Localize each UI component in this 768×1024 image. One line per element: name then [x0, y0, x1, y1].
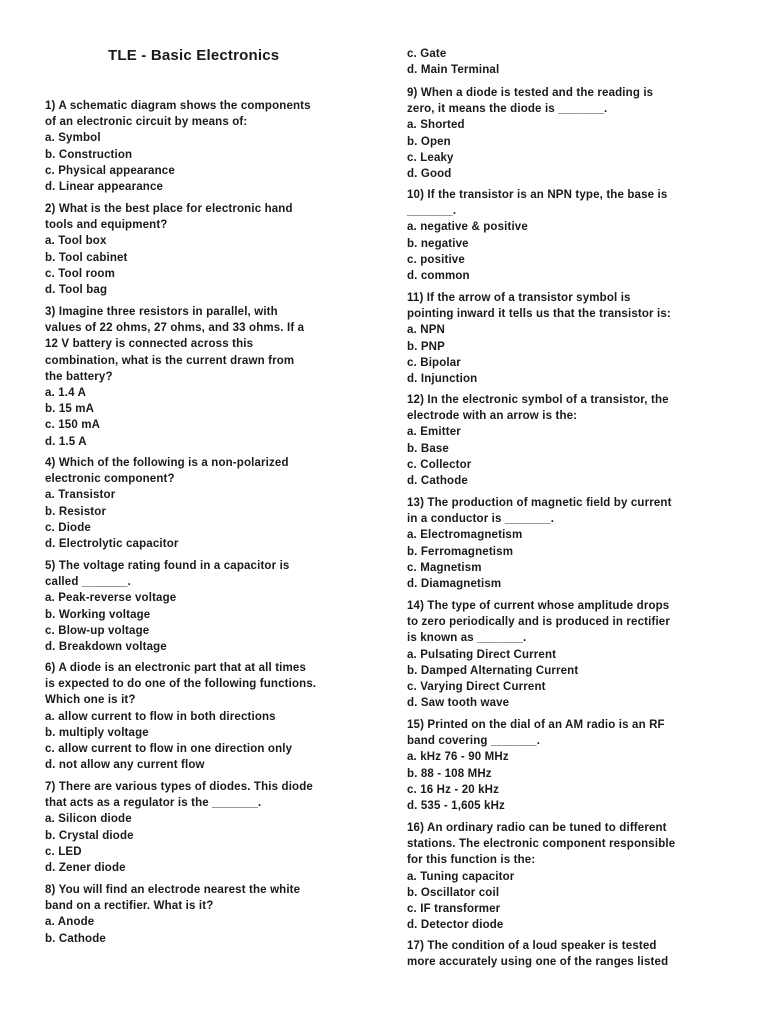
answer-option: c. Gate [407, 48, 447, 60]
question-block [407, 495, 727, 592]
question-text: 10) If the transistor is an NPN type, the base is [407, 189, 668, 201]
answer-option: b. Ferromagnetism [407, 545, 514, 558]
answer-option: a. Symbol [45, 132, 101, 145]
answer-option: c. Varying Direct Current [407, 681, 546, 694]
answer-option: d. not allow any current flow [45, 759, 205, 772]
answer-option: b. Cathode [45, 932, 106, 945]
answer-option: d. Tool bag [45, 284, 108, 297]
question-text: 9) When a diode is tested and the reading is [407, 87, 654, 99]
question-text: combination, what is the current drawn from [45, 354, 295, 367]
answer-option: a. allow current to flow in both directions [45, 710, 276, 723]
question-text: 14) The type of current whose amplitude drops [407, 600, 670, 612]
answer-option: b. Resistor [45, 505, 107, 518]
answer-option: a. 1.4 A [45, 387, 87, 400]
answer-option: c. 16 Hz - 20 kHz [407, 783, 500, 796]
answer-option: c. Bipolar [407, 356, 461, 369]
question-block [407, 598, 727, 711]
question-text: 8) You will find an electrode nearest the white [45, 884, 301, 896]
question-text: 12) In the electronic symbol of a transistor, the [407, 394, 669, 406]
question-text: 16) An ordinary radio can be tuned to different [407, 822, 667, 834]
question-text: 3) Imagine three resistors in parallel, with [45, 306, 278, 318]
question-block [45, 98, 365, 195]
question-text: electrode with an arrow is the: [407, 410, 578, 423]
question-text: that acts as a regulator is the _______. [45, 797, 262, 810]
answer-option: a. Shorted [407, 119, 465, 132]
question-block [45, 201, 365, 298]
answer-option: d. Zener diode [45, 862, 126, 875]
question-block [407, 85, 727, 182]
answer-option: a. Emitter [407, 426, 461, 439]
answer-option: d. Main Terminal [407, 64, 500, 77]
question-text: 5) The voltage rating found in a capacitor is [45, 560, 290, 572]
answer-option: b. 15 mA [45, 403, 95, 416]
answer-option: d. Breakdown voltage [45, 641, 167, 654]
answer-option: c. Collector [407, 458, 472, 471]
question-text: values of 22 ohms, 27 ohms, and 33 ohms. If a [45, 322, 305, 335]
answer-option: d. Electrolytic capacitor [45, 538, 179, 551]
answer-option: a. Transistor [45, 489, 116, 502]
question-text: zero, it means the diode is _______. [407, 103, 608, 116]
answer-option: a. Pulsating Direct Current [407, 648, 557, 661]
answer-option: d. Good [407, 168, 452, 181]
question-text: 13) The production of magnetic field by current [407, 497, 672, 509]
question-text: tools and equipment? [45, 219, 168, 232]
question-block [45, 558, 365, 655]
answer-option: c. Tool room [45, 267, 115, 280]
answer-option: a. NPN [407, 324, 445, 337]
answer-option: b. Crystal diode [45, 829, 134, 842]
answer-option: d. 535 - 1,605 kHz [407, 800, 505, 813]
answer-option: b. PNP [407, 340, 445, 353]
answer-option: d. 1.5 A [45, 435, 87, 448]
answer-option: b. 88 - 108 MHz [407, 767, 492, 780]
question-block [407, 46, 727, 78]
question-text: 12 V battery is connected across this [45, 338, 254, 351]
question-text: to zero periodically and is produced in rectifier [407, 616, 670, 629]
answer-option: c. 150 mA [45, 419, 101, 432]
question-text: 4) Which of the following is a non-polarized [45, 457, 289, 469]
answer-option: a. negative & positive [407, 221, 528, 234]
answer-option: d. Detector diode [407, 919, 504, 932]
answer-option: c. Blow-up voltage [45, 624, 150, 637]
question-block [45, 779, 365, 876]
answer-option: a. Electromagnetism [407, 529, 523, 542]
answer-option: b. multiply voltage [45, 726, 149, 739]
question-text: of an electronic circuit by means of: [45, 116, 248, 129]
question-block [407, 392, 727, 489]
answer-option: b. Tool cabinet [45, 251, 128, 264]
question-text: pointing inward it tells us that the transistor is: [407, 308, 671, 321]
answer-option: a. Anode [45, 916, 95, 929]
question-block [407, 938, 727, 970]
question-text: the battery? [45, 370, 113, 383]
answer-option: c. IF transformer [407, 903, 501, 916]
question-text: for this function is the: [407, 854, 536, 867]
answer-option: b. Construction [45, 148, 133, 161]
question-text: Which one is it? [45, 694, 136, 707]
question-block [45, 455, 365, 552]
question-block [45, 660, 365, 773]
answer-option: a. Tool box [45, 235, 107, 248]
answer-option: d. Diamagnetism [407, 578, 502, 591]
answer-option: a. Silicon diode [45, 813, 132, 826]
question-text: 15) Printed on the dial of an AM radio is an RF [407, 719, 665, 731]
question-text: band on a rectifier. What is it? [45, 900, 214, 913]
question-text: 7) There are various types of diodes. This diode [45, 781, 313, 793]
answer-option: c. LED [45, 845, 82, 858]
question-block [407, 820, 727, 933]
question-block [45, 882, 365, 947]
question-block [407, 717, 727, 814]
question-text: more accurately using one of the ranges listed [407, 956, 669, 969]
answer-option: d. common [407, 270, 470, 283]
answer-option: c. Magnetism [407, 561, 482, 574]
question-text: is known as _______. [407, 632, 527, 645]
question-text: called _______. [45, 576, 132, 589]
answer-option: a. Peak-reverse voltage [45, 592, 177, 605]
answer-option: b. Open [407, 135, 451, 148]
answer-option: c. Physical appearance [45, 164, 175, 177]
answer-option: b. Damped Alternating Current [407, 664, 579, 677]
answer-option: c. allow current to flow in one direction only [45, 743, 293, 756]
question-block [407, 290, 727, 387]
document-title: TLE - Basic Electronics [108, 47, 280, 64]
answer-option: c. Leaky [407, 151, 454, 164]
answer-option: c. positive [407, 253, 465, 266]
question-text: _______. [407, 205, 457, 218]
question-text: 11) If the arrow of a transistor symbol is [407, 292, 631, 304]
question-block [407, 187, 727, 284]
answer-option: d. Linear appearance [45, 181, 164, 194]
answer-option: a. kHz 76 - 90 MHz [407, 751, 509, 764]
answer-option: d. Injunction [407, 373, 478, 386]
answer-option: b. Oscillator coil [407, 886, 500, 899]
answer-option: b. negative [407, 237, 469, 250]
question-text: stations. The electronic component responsible [407, 838, 676, 851]
answer-option: b. Base [407, 442, 449, 455]
answer-option: c. Diode [45, 521, 91, 534]
question-block [45, 304, 365, 450]
answer-option: a. Tuning capacitor [407, 870, 515, 883]
answer-option: d. Saw tooth wave [407, 697, 510, 710]
answer-option: b. Working voltage [45, 608, 151, 621]
question-text: 1) A schematic diagram shows the components [45, 100, 311, 112]
question-text: 2) What is the best place for electronic hand [45, 203, 293, 215]
question-text: band covering _______. [407, 735, 541, 748]
question-text: in a conductor is _______. [407, 513, 555, 526]
question-text: 17) The condition of a loud speaker is tested [407, 940, 657, 952]
question-text: 6) A diode is an electronic part that at all times [45, 662, 306, 674]
question-text: electronic component? [45, 473, 175, 486]
question-text: is expected to do one of the following functions. [45, 678, 317, 691]
answer-option: d. Cathode [407, 475, 468, 488]
